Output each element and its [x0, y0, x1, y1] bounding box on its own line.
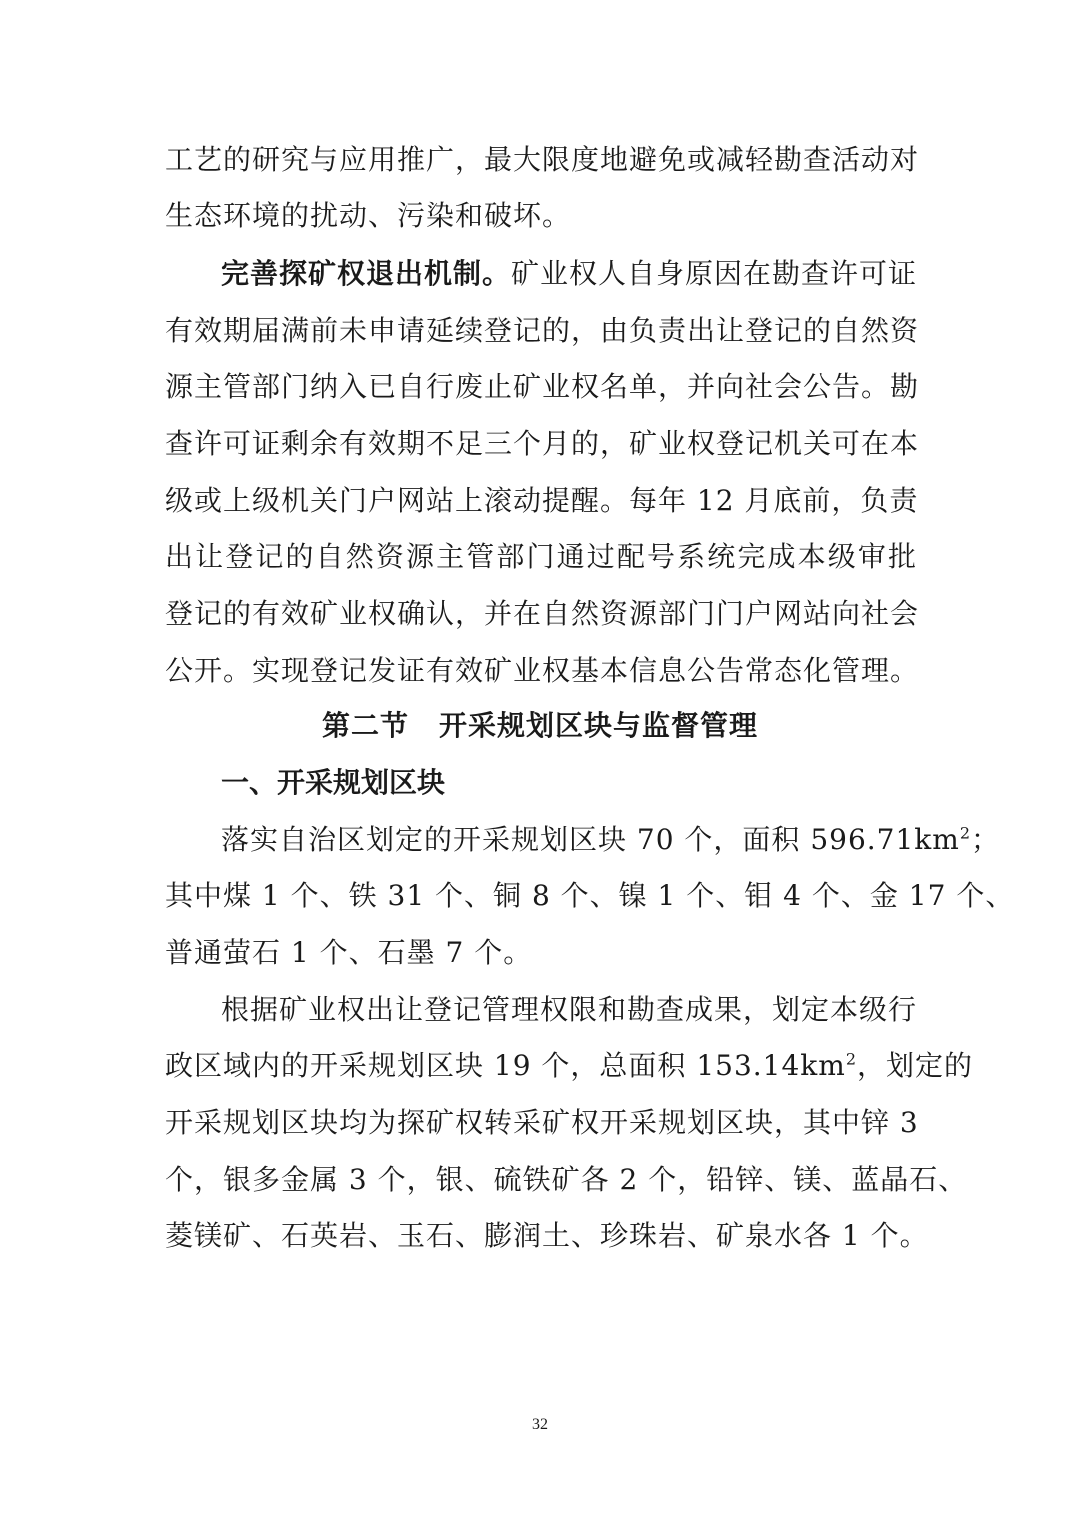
- paragraph-4-line-3: 开采规划区块均为探矿权转采矿权开采规划区块，其中锌 3: [165, 1106, 919, 1139]
- paragraph-3-line-3: 普通萤石 1 个、石墨 7 个。: [165, 936, 533, 969]
- paragraph-1-line-1: 工艺的研究与应用推广，最大限度地避免或减轻勘查活动对: [165, 143, 920, 176]
- paragraph-2-line-7: 登记的有效矿业权确认，并在自然资源部门门户网站向社会: [165, 597, 920, 630]
- paragraph-4-line-4: 个，银多金属 3 个，银、硫铁矿各 2 个，铅锌、镁、蓝晶石、: [165, 1163, 968, 1196]
- paragraph-3-line-1-text: 落实自治区划定的开采规划区块 70 个，面积 596.71km: [221, 823, 960, 856]
- paragraph-3-line-1: [221, 820, 1001, 860]
- page-number: 32: [532, 1416, 548, 1433]
- section-title: 开采规划区块与监督管理: [439, 709, 759, 742]
- paragraph-2-line-3: 源主管部门纳入已自行废止矿业权名单，并向社会公告。勘: [165, 370, 920, 403]
- paragraph-2-line-5: 级或上级机关门户网站上滚动提醒。每年 12 月底前，负责: [165, 484, 919, 517]
- paragraph-2-line-6: 出让登记的自然资源主管部门通过配号系统完成本级审批: [165, 540, 917, 573]
- section-heading: [0, 706, 1080, 746]
- paragraph-2-line-1: [221, 254, 917, 294]
- paragraph-2-line-4: 查许可证剩余有效期不足三个月的，矿业权登记机关可在本: [165, 427, 920, 460]
- section-number: 第二节: [321, 709, 409, 742]
- paragraph-4-line-1: 根据矿业权出让登记管理权限和勘查成果，划定本级行: [221, 993, 918, 1026]
- paragraph-2-line-1-rest: 矿业权人自身原因在勘查许可证: [511, 257, 918, 290]
- paragraph-4-line-2-rest: ，划定的: [857, 1049, 974, 1082]
- superscript-squared: 2: [959, 823, 972, 843]
- paragraph-1-line-2: 生态环境的扰动、污染和破坏。: [165, 199, 572, 232]
- superscript-squared: 2: [845, 1049, 858, 1069]
- paragraph-2-lead: 完善探矿权退出机制。: [221, 257, 512, 290]
- paragraph-3-line-2: 其中煤 1 个、铁 31 个、铜 8 个、镍 1 个、钼 4 个、金 17 个、: [165, 879, 1015, 912]
- paragraph-3-line-1-punct: ；: [971, 823, 1001, 856]
- paragraph-2-line-2: 有效期届满前未申请延续登记的，由负责出让登记的自然资: [165, 314, 920, 347]
- paragraph-4-line-2-text: 政区域内的开采规划区块 19 个，总面积 153.14km: [165, 1049, 846, 1082]
- paragraph-2-line-8: 公开。实现登记发证有效矿业权基本信息公告常态化管理。: [165, 654, 920, 687]
- paragraph-4-line-2: [165, 1046, 974, 1086]
- subsection-heading: 一、开采规划区块: [221, 766, 446, 799]
- paragraph-4-line-5: 菱镁矿、石英岩、玉石、膨润土、珍珠岩、矿泉水各 1 个。: [165, 1219, 929, 1252]
